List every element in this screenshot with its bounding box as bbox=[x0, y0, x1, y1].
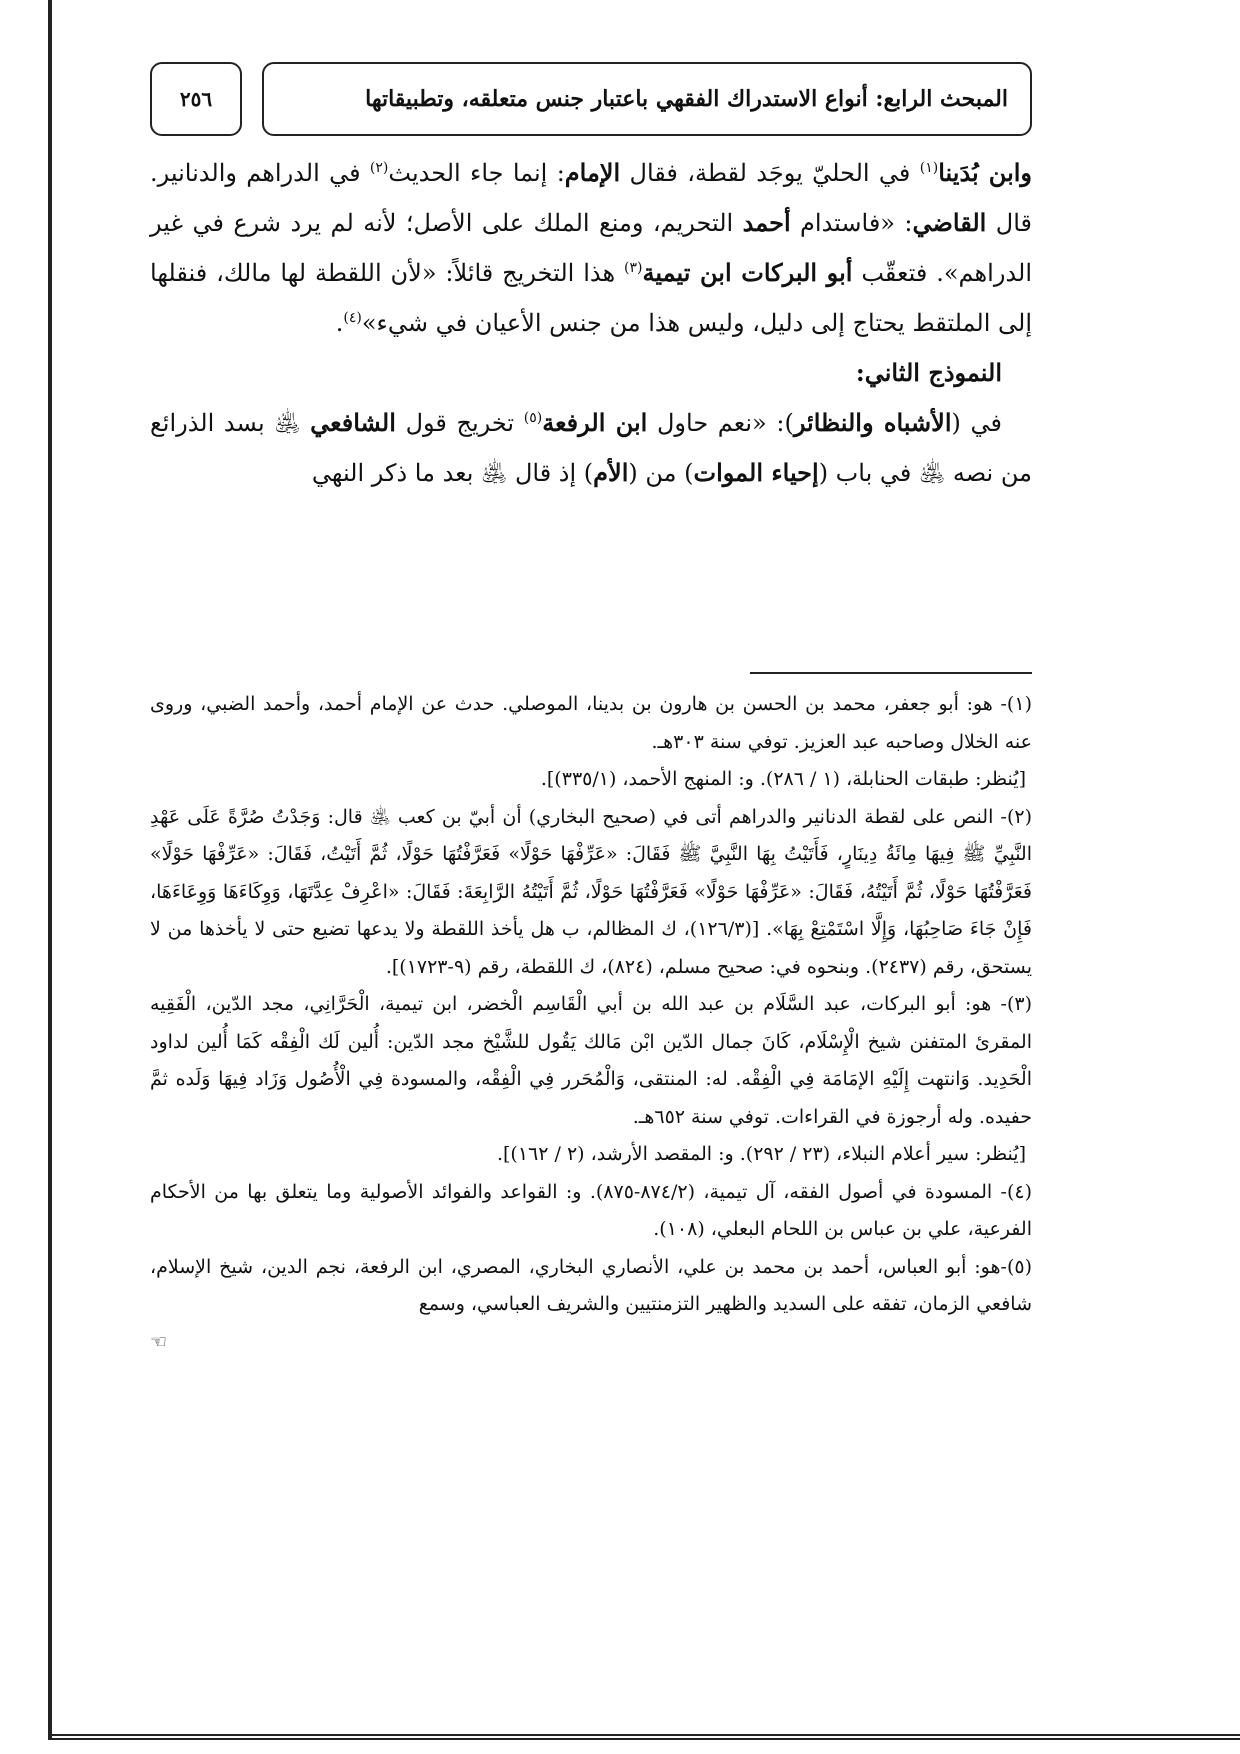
page-number-box bbox=[150, 62, 242, 136]
page-number: ٢٥٦ bbox=[179, 87, 213, 111]
footnotes bbox=[150, 686, 1032, 1361]
footnote-1-reference: [يُنظر: طبقات الحنابلة، (١ / ٢٨٦). و: المنهج الأحمد، (٣٣٥/١)]. bbox=[540, 768, 1026, 790]
text-segment: القاضي bbox=[912, 208, 987, 237]
footnote-3: (٣)- هو: أبو البركات، عبد السَّلَام بن عبد الله بن أبي الْقَاسِم الْخضر، ابن تيمية، الْحَرَّانِي، مجد الدّين، الْفَقِيه المقرئ المتفنن شيخ الْإِسْلَام، كَانَ جمال الدّين ابْن مَالك يَقُول للشَّيْخ مجد الدّين: أُلين لَك الْفِقْه كَمَا أُلين لداود الْحَدِيد. وَانتهت إِلَيْهِ الإمَامَة فِي الْفِقْه. له: المنتقى، وَالْمُحَرر فِي الْفِقْه، والمسودة فِي الْأُصُول وَزَاد فِيهَا وَلَده ثمَّ حفيده. وله أرجوزة في القراءات. توفي سنة ٦٥٢هـ. bbox=[150, 993, 1032, 1128]
footnote-5: (٥)-هو: أبو العباس، أحمد بن محمد بن علي، الأنصاري البخاري، المصري، ابن الرفعة، نجم الدين، شيخ الإسلام، شافعي الزمان، تفقه على السديد والظهير التزمنتيين والشريف العباسي، وسمع bbox=[150, 1255, 1032, 1315]
text-segment: : «فاستدام bbox=[790, 209, 913, 237]
text-segment: . bbox=[335, 309, 344, 337]
footnote-ref-3[interactable]: (٣) bbox=[624, 260, 643, 276]
footnote-ref-4[interactable]: (٤) bbox=[343, 310, 362, 326]
continue-hand-icon: ☜ bbox=[150, 1330, 168, 1353]
paragraph-1 bbox=[150, 148, 1032, 348]
header-title: المبحث الرابع: أنواع الاستدراك الفقهي باعتبار جنس متعلقه، وتطبيقاتها bbox=[365, 86, 1008, 112]
text-segment: إحياء الموات bbox=[693, 458, 819, 487]
text-segment: في ( bbox=[951, 409, 1002, 437]
footnote-3-reference: [يُنظر: سير أعلام النبلاء، (٢٣ / ٢٩٢). و: المقصد الأرشد، (٢ / ١٦٢)]. bbox=[496, 1143, 1026, 1165]
text-segment: ) إذ قال ﵁ بعد ما ذكر النهي bbox=[311, 459, 594, 487]
text-segment: ): «نعم حاول bbox=[647, 409, 794, 437]
paragraph-2 bbox=[150, 398, 1032, 498]
text-segment: الأشباه والنظائر bbox=[793, 408, 952, 437]
page-frame-bottom bbox=[48, 1734, 1240, 1740]
footnote-ref-2[interactable]: (٢) bbox=[369, 160, 389, 176]
page-frame-left bbox=[48, 0, 52, 1740]
text-segment: الشافعي bbox=[310, 408, 396, 437]
text-segment: أبو البركات ابن تيمية bbox=[642, 258, 853, 287]
footnote-1: (١)- هو: أبو جعفر، محمد بن الحسن بن هارون بن بدينا، الموصلي. حدث عن الإمام أحمد، وأحمد الضبي، وروى عنه الخلال وصاحبه عبد العزيز. توفي سنة ٣٠٣هـ. bbox=[150, 693, 1032, 753]
footnote-4: (٤)- المسودة في أصول الفقه، آل تيمية، (٨٧٤/٢-٨٧٥). و: القواعد والفوائد الأصولية وما يتعلق بها من الأحكام الفرعية، علي بن عباس بن اللحام البعلي، (١٠٨). bbox=[150, 1180, 1032, 1240]
footnote-2: (٢)- النص على لقطة الدنانير والدراهم أتى في (صحيح البخاري) أن أبيّ بن كعب ﵁ قال: وَجَدْتُ صُرَّةً عَلَى عَهْدِ النَّبِيِّ ﷺ فِيهَا مِائَةُ دِينَارٍ، فَأَتَيْتُ بِهَا النَّبِيَّ ﷺ فَقَالَ: «عَرِّفْهَا حَوْلًا» فَعَرَّفْتُهَا حَوْلًا، ثُمَّ أَتَيْتُ، فَقَالَ: «عَرِّفْهَا حَوْلًا» فَعَرَّفْتُهَا حَوْلًا، ثُمَّ أَتَيْتُهُ، فَقَالَ: «عَرِّفْهَا حَوْلًا» فَعَرَّفْتُهَا حَوْلًا، ثُمَّ أَتَيْتُهُ الرَّابِعَةَ: فَقَالَ: «اعْرِفْ عِدَّتَهَا، وَوِكَاءَهَا وَوِعَاءَهَا، فَإِنْ جَاءَ صَاحِبُهَا، وَإِلَّا اسْتَمْتِعْ بِهَا». [(١٢٦/٣)، ك المظالم، ب هل يأخذ اللقطة ولا يدعها تضيع حتى لا يأخذها من لا يستحق، رقم (٢٤٣٧). وبنحوه في: صحيح مسلم، (٨٢٤)، ك اللقطة، رقم (٩-١٧٢٣)]. bbox=[150, 805, 1032, 978]
text-segment: في الدراهم والدنانير. قال bbox=[150, 159, 1032, 237]
text-segment: وابن بُدَينا bbox=[938, 158, 1033, 187]
text-segment: ) من ( bbox=[628, 459, 694, 487]
running-header bbox=[262, 62, 1032, 136]
text-segment: تخريج قول bbox=[395, 409, 524, 437]
footnote-ref-1[interactable]: (١) bbox=[919, 160, 939, 176]
text-segment: أحمد bbox=[742, 208, 791, 237]
main-text bbox=[150, 148, 1032, 498]
footnote-ref-5[interactable]: (٥) bbox=[523, 410, 543, 426]
footnote-separator bbox=[750, 672, 1032, 674]
text-segment: ﵁ بسد الذرائع من نصه ﵁ في باب ( bbox=[150, 409, 1032, 487]
text-segment: : إنما جاء الحديث bbox=[388, 159, 565, 187]
text-segment: الإمام bbox=[564, 158, 621, 187]
section-heading: النموذج الثاني: bbox=[855, 358, 1002, 387]
text-segment: هذا التخريج قائلاً: «لأن اللقطة لها مالك، فنقلها إلى الملتقط يحتاج إلى دليل، وليس هذا من جنس الأعيان في شيء» bbox=[150, 259, 1032, 337]
text-segment: ابن الرفعة bbox=[542, 408, 648, 437]
text-segment: الأم bbox=[593, 458, 629, 487]
text-segment: التحريم، ومنع الملك على الأصل؛ لأنه لم يرد شرع في غير الدراهم». فتعقّب bbox=[150, 209, 1032, 287]
text-segment: في الحليّ يوجَد لقطة، فقال bbox=[620, 159, 920, 187]
